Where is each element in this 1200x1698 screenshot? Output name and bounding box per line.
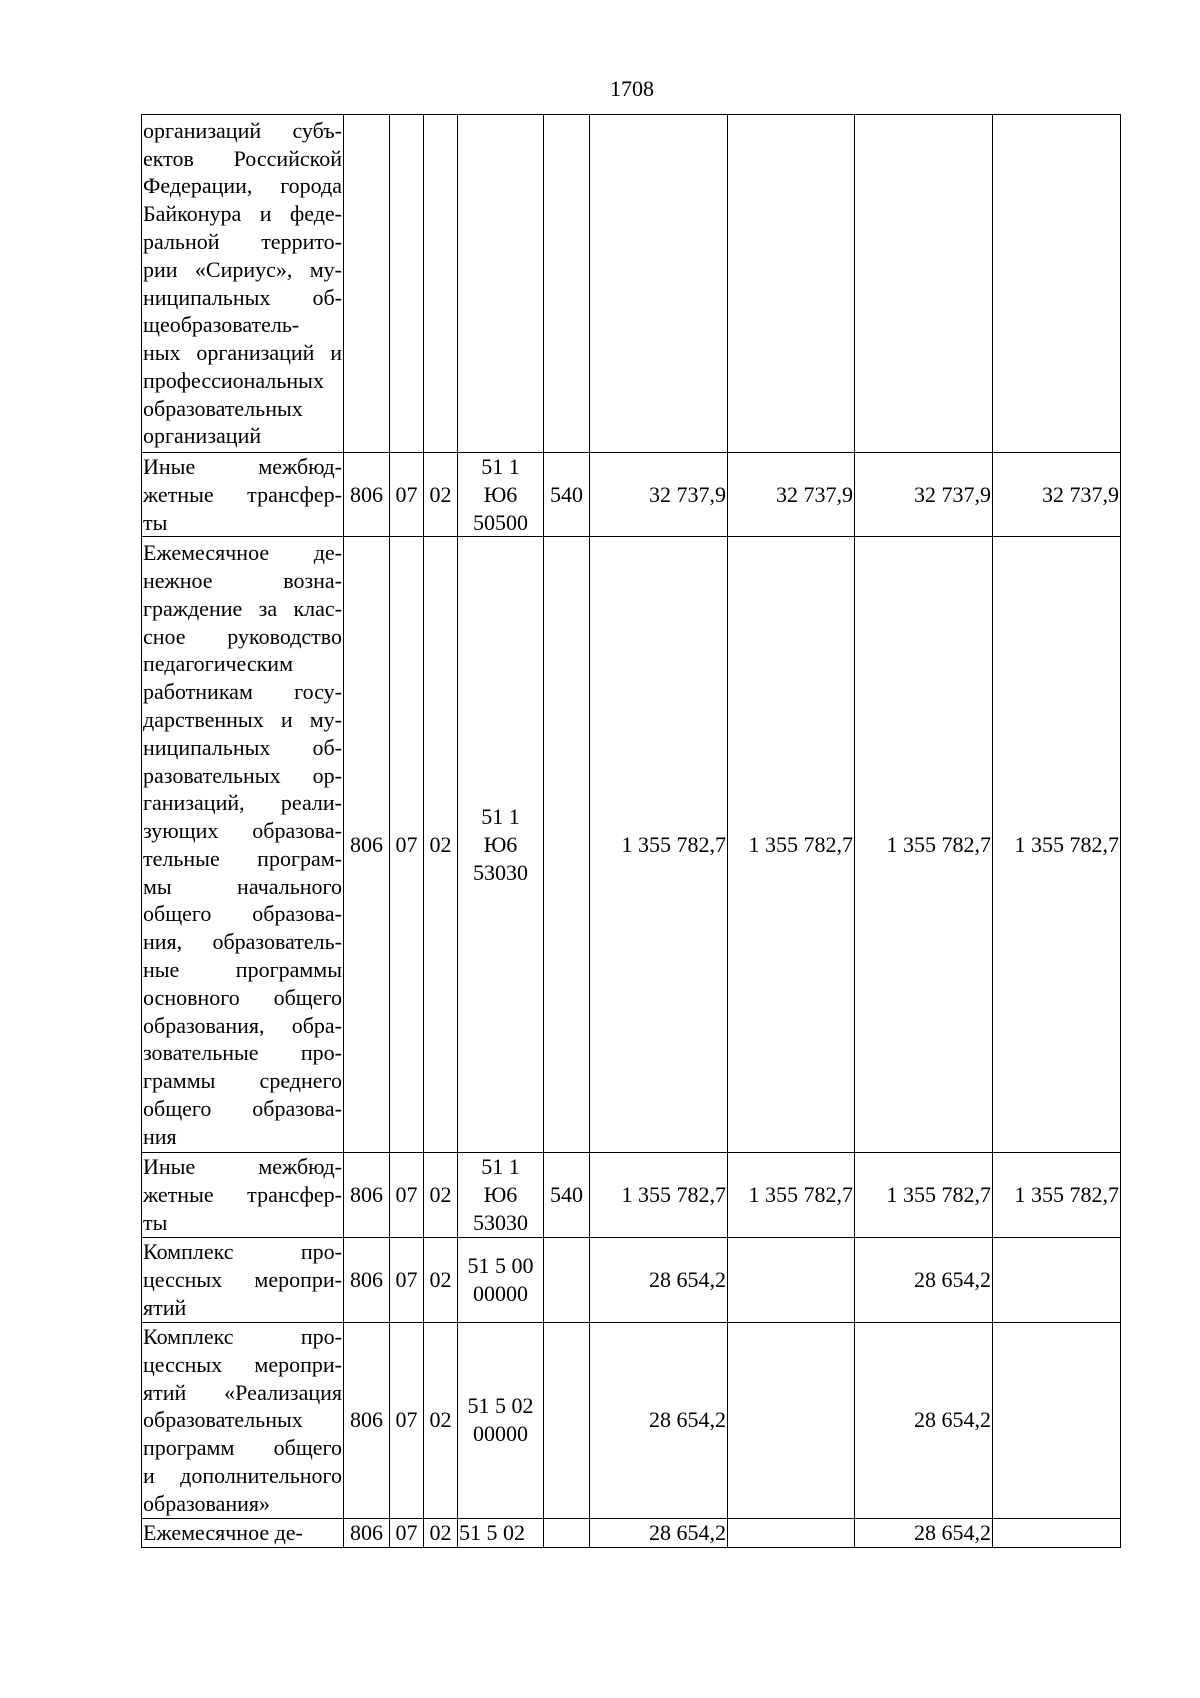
name-line: профессиональных: [143, 367, 324, 393]
section-cell: 07: [390, 1153, 424, 1237]
section-cell: 07: [390, 537, 424, 1153]
table-row: [142, 115, 1121, 453]
name-line: работникам госу-: [143, 679, 342, 705]
target-article-line: 51 5 02: [467, 1393, 534, 1419]
section-cell: 07: [390, 1237, 424, 1322]
name-line: образования»: [143, 1490, 271, 1516]
name-line: Комплекс про-: [143, 1323, 342, 1349]
name-line: ектов Российской: [143, 145, 342, 171]
row-name-cell: [142, 453, 344, 537]
section-cell: 07: [390, 1518, 424, 1547]
ministry-cell: 806: [344, 1518, 390, 1547]
amount-cell-2: 1 355 782,7: [728, 1153, 855, 1237]
name-line: образовательных: [143, 1407, 303, 1433]
name-line: жетные трансфер-: [143, 481, 342, 507]
name-line: граждение за клас-: [143, 595, 342, 621]
amount-cell-2: [728, 1518, 855, 1547]
row-name-cell: [142, 537, 344, 1153]
name-line: тельные програм-: [143, 845, 342, 871]
row-name-cell: [142, 1153, 344, 1237]
amount-cell-4: 1 355 782,7: [993, 537, 1121, 1153]
ministry-cell: 806: [344, 1322, 390, 1518]
target-article-cell: [458, 1322, 544, 1518]
name-line: ральной террито-: [143, 228, 342, 254]
target-article-line: Ю6: [483, 481, 518, 507]
amount-cell-2: [728, 115, 855, 453]
name-line: организаций: [143, 423, 262, 449]
expense-type-cell: [544, 537, 590, 1153]
name-line: ганизаций, реали-: [143, 790, 342, 816]
ministry-cell: 806: [344, 1153, 390, 1237]
name-line: основного общего: [143, 984, 342, 1010]
target-article-cell: [458, 537, 544, 1153]
target-article-line: Ю6: [483, 1182, 518, 1208]
name-line: Байконура и феде-: [143, 201, 342, 227]
subsection-cell: 02: [424, 1322, 458, 1518]
table-row: [142, 1153, 1121, 1237]
name-line: программ общего: [143, 1435, 342, 1461]
amount-cell-3: 32 737,9: [855, 453, 993, 537]
name-line: Федерации, города: [143, 173, 342, 199]
name-line: образования, обра-: [143, 1012, 342, 1038]
amount-cell-3: 1 355 782,7: [855, 537, 993, 1153]
amount-cell-2: [728, 1322, 855, 1518]
target-article-line: 53030: [473, 1209, 528, 1235]
amount-cell-1: 28 654,2: [590, 1237, 728, 1322]
name-line: организаций субъ-: [143, 117, 342, 143]
amount-cell-3: 1 355 782,7: [855, 1153, 993, 1237]
section-cell: [390, 115, 424, 453]
ministry-cell: 806: [344, 453, 390, 537]
target-article-line: 51 5 00: [467, 1252, 534, 1278]
target-article-cell: [458, 1153, 544, 1237]
target-article-cell: [458, 1518, 544, 1547]
row-name-cell: [142, 1518, 344, 1547]
budget-table: [141, 114, 1121, 1548]
target-article-line: 51 1: [481, 1154, 520, 1180]
target-article-line: Ю6: [483, 831, 518, 857]
table-row: [142, 1518, 1121, 1547]
subsection-cell: 02: [424, 1153, 458, 1237]
name-line: граммы среднего: [143, 1068, 342, 1094]
row-name-cell: [142, 115, 344, 453]
amount-cell-4: [993, 1518, 1121, 1547]
target-article-cell: [458, 453, 544, 537]
subsection-cell: [424, 115, 458, 453]
table-row: [142, 1237, 1121, 1322]
target-article-cell: [458, 1237, 544, 1322]
row-name-cell: [142, 1322, 344, 1518]
amount-cell-4: 1 355 782,7: [993, 1153, 1121, 1237]
expense-type-cell: 540: [544, 1153, 590, 1237]
name-line: рии «Сириус», му-: [143, 256, 342, 282]
table-row: [142, 537, 1121, 1153]
amount-cell-1: 32 737,9: [590, 453, 728, 537]
name-line: Иные межбюд-: [143, 1154, 342, 1180]
expense-type-cell: [544, 1518, 590, 1547]
amount-cell-2: 32 737,9: [728, 453, 855, 537]
name-line: Ежемесячное де-: [143, 540, 342, 566]
section-cell: 07: [390, 1322, 424, 1518]
name-line: нежное возна-: [143, 567, 342, 593]
target-article-line: 51 1: [481, 454, 520, 479]
ministry-cell: 806: [344, 1237, 390, 1322]
amount-cell-3: 28 654,2: [855, 1237, 993, 1322]
name-line: сное руководство: [143, 623, 342, 649]
name-line: педагогическим: [143, 651, 294, 677]
amount-cell-1: [590, 115, 728, 453]
target-article-line: 50500: [473, 509, 528, 535]
expense-type-cell: [544, 115, 590, 453]
target-article-cell: [458, 115, 544, 453]
amount-cell-2: [728, 1237, 855, 1322]
name-line: ты: [143, 509, 168, 535]
table-row: [142, 1322, 1121, 1518]
name-line: Ежемесячное де-: [143, 1519, 303, 1545]
subsection-cell: 02: [424, 1518, 458, 1547]
amount-cell-3: 28 654,2: [855, 1322, 993, 1518]
subsection-cell: 02: [424, 453, 458, 537]
name-line: ятий: [143, 1294, 187, 1320]
target-article-line: 00000: [473, 1421, 528, 1447]
name-line: цессных меропри-: [143, 1266, 342, 1292]
name-line: разовательных ор-: [143, 762, 342, 788]
name-line: Комплекс про-: [143, 1239, 342, 1265]
name-line: ные программы: [143, 957, 342, 983]
name-line: общего образова-: [143, 901, 342, 927]
amount-cell-1: 28 654,2: [590, 1322, 728, 1518]
target-article-line: 53030: [473, 859, 528, 885]
expense-type-cell: 540: [544, 453, 590, 537]
name-line: мы начального: [143, 873, 342, 899]
amount-cell-4: 32 737,9: [993, 453, 1121, 537]
expense-type-cell: [544, 1237, 590, 1322]
amount-cell-4: [993, 1237, 1121, 1322]
amount-cell-1: 28 654,2: [590, 1518, 728, 1547]
name-line: и дополнительного: [143, 1462, 342, 1488]
amount-cell-3: [855, 115, 993, 453]
target-article-line: 51 1: [481, 804, 520, 830]
name-line: образовательных: [143, 395, 303, 421]
name-line: Иные межбюд-: [143, 454, 342, 479]
section-cell: 07: [390, 453, 424, 537]
amount-cell-1: 1 355 782,7: [590, 537, 728, 1153]
amount-cell-4: [993, 115, 1121, 453]
name-line: ных организаций и: [143, 340, 342, 366]
expense-type-cell: [544, 1322, 590, 1518]
amount-cell-4: [993, 1322, 1121, 1518]
subsection-cell: 02: [424, 1237, 458, 1322]
row-name-cell: [142, 1237, 344, 1322]
name-line: зовательные про-: [143, 1040, 342, 1066]
name-line: дарственных и му-: [143, 706, 342, 732]
ministry-cell: 806: [344, 537, 390, 1153]
name-line: цессных меропри-: [143, 1351, 342, 1377]
ministry-cell: [344, 115, 390, 453]
name-line: зующих образова-: [143, 818, 342, 844]
table-body: [142, 115, 1121, 1548]
name-line: ятий «Реализация: [143, 1379, 342, 1405]
page-number: 1708: [610, 76, 654, 101]
name-line: ниципальных об-: [143, 284, 342, 310]
subsection-cell: 02: [424, 537, 458, 1153]
target-article-line: 00000: [473, 1280, 528, 1306]
amount-cell-1: 1 355 782,7: [590, 1153, 728, 1237]
name-line: ния: [143, 1123, 177, 1149]
name-line: жетные трансфер-: [143, 1182, 342, 1208]
name-line: щеобразователь-: [143, 312, 300, 338]
name-line: ниципальных об-: [143, 734, 342, 760]
amount-cell-2: 1 355 782,7: [728, 537, 855, 1153]
target-article-line: 51 5 02: [459, 1519, 525, 1545]
name-line: ты: [143, 1209, 168, 1235]
name-line: ния, образователь-: [143, 929, 342, 955]
name-line: общего образова-: [143, 1096, 342, 1122]
table-row: [142, 453, 1121, 537]
amount-cell-3: 28 654,2: [855, 1518, 993, 1547]
